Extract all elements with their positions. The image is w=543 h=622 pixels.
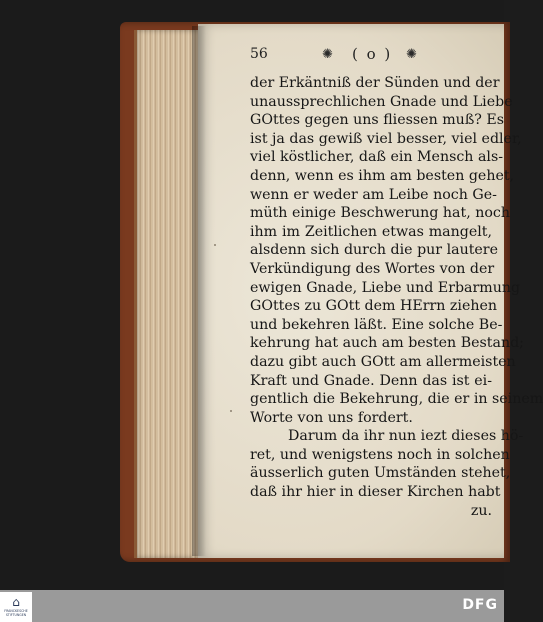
text-line: und bekehren läßt. Eine solche Be-	[250, 316, 503, 333]
institution-logo[interactable]	[0, 592, 32, 622]
text-line: GOttes gegen uns fliessen muß? Es	[250, 112, 505, 129]
text-line: daß ihr hier in dieser Kirchen habt	[250, 484, 501, 501]
gutter-shadow	[192, 26, 206, 556]
page-number: 56	[250, 46, 268, 62]
text-line: Verkündigung des Wortes von der	[250, 260, 495, 277]
franckesche-stiftungen-icon: ⌂	[12, 595, 20, 609]
text-line: viel köstlicher, daß ein Mensch als-	[250, 149, 504, 166]
text-line: Darum da ihr nun iezt dieses hö-	[288, 428, 524, 445]
text-line: ewigen Gnade, Liebe und Erbarmung	[250, 279, 521, 296]
body-text	[250, 74, 543, 520]
text-line: Worte von uns fordert.	[250, 409, 413, 426]
text-line: ret, und wenigstens noch in solchen	[250, 446, 510, 463]
text-line: wenn er weder am Leibe noch Ge-	[250, 186, 497, 203]
text-line: äusserlich guten Umständen stehet,	[250, 465, 511, 482]
page-edges	[134, 30, 199, 558]
text-line: dazu gibt auch GOtt am allermeisten	[250, 353, 516, 370]
catchword: zu.	[470, 502, 492, 519]
text-line: müth einige Beschwerung hat, noch	[250, 205, 510, 222]
ornament-right-icon: ✺	[406, 47, 417, 62]
logo-text: FRANCKESCHE STIFTUNGEN	[4, 609, 28, 617]
text-line: der Erkäntniß der Sünden und der	[250, 75, 500, 91]
text-line: kehrung hat auch am besten Bestand;	[250, 335, 524, 352]
dfg-logo[interactable]: DFG	[462, 597, 498, 613]
text-line: gentlich die Bekehrung, die er in seinem	[250, 391, 543, 408]
text-line: denn, wenn es ihm am besten gehet,	[250, 167, 515, 184]
paper-speck	[230, 410, 232, 412]
viewer-footer-bar	[0, 590, 504, 622]
page-header	[250, 44, 500, 66]
paper-speck	[214, 244, 216, 246]
folio-mark: ( o )	[352, 45, 393, 63]
ornament-left-icon: ✺	[322, 47, 333, 62]
text-line: unaussprechlichen Gnade und Liebe	[250, 93, 513, 110]
text-line: ihm im Zeitlichen etwas mangelt,	[250, 223, 492, 240]
text-line: GOttes zu GOtt dem HErrn ziehen	[250, 298, 498, 315]
text-line: Kraft und Gnade. Denn das ist ei-	[250, 372, 492, 389]
text-line: ist ja das gewiß viel besser, viel edler,	[250, 130, 522, 147]
text-line: alsdenn sich durch die pur lautere	[250, 242, 498, 259]
